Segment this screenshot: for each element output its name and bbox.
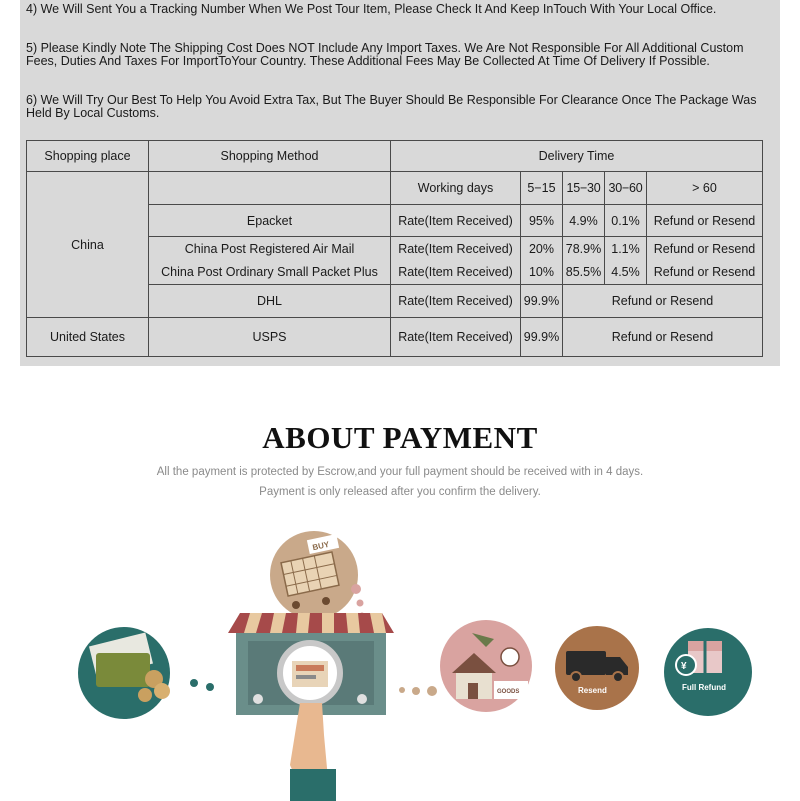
method-cell: USPS: [149, 318, 391, 357]
subheader-5-15: 5−15: [521, 172, 563, 205]
value-cell: 99.9%: [521, 285, 563, 318]
dot: [190, 679, 198, 687]
table-subheader-row: [27, 172, 763, 205]
method-cell: China Post Ordinary Small Packet Plus: [149, 261, 391, 285]
notice-import-taxes: 5) Please Kindly Note The Shipping Cost Does NOT Include Any Import Taxes. We Are Not Responsible For All Additional Custom Fees, Duties And Taxes For ImportToYour Country. These Additional Fees May Be Collected At Time Of Delivery If Possible.: [26, 41, 744, 68]
dot: [427, 686, 437, 696]
value-cell-merged: Refund or Resend: [563, 285, 763, 318]
payment-process-illustration: [0, 515, 800, 801]
table-header-row: [27, 141, 763, 172]
rate-cell: Rate(Item Received): [391, 205, 521, 237]
subheader-empty: [149, 172, 391, 205]
value-cell: 4.5%: [605, 261, 647, 285]
dot: [399, 687, 405, 693]
wallet-money-icon: [78, 627, 170, 719]
goods-label: GOODS: [497, 689, 520, 695]
subheader-over-60: > 60: [647, 172, 763, 205]
full-refund-label: Full Refund: [682, 683, 726, 692]
value-cell: 0.1%: [605, 205, 647, 237]
value-cell: 85.5%: [563, 261, 605, 285]
place-united-states: United States: [27, 318, 149, 357]
buy-label: BUY: [311, 539, 331, 553]
method-cell: Epacket: [149, 205, 391, 237]
payment-title: ABOUT PAYMENT: [262, 420, 538, 455]
value-cell: Refund or Resend: [647, 205, 763, 237]
dot: [206, 683, 214, 691]
value-cell-merged: Refund or Resend: [563, 318, 763, 357]
value-cell: 95%: [521, 205, 563, 237]
value-cell: 4.9%: [563, 205, 605, 237]
rate-cell: Rate(Item Received): [391, 261, 521, 285]
method-cell: China Post Registered Air Mail: [149, 237, 391, 261]
resend-truck-icon: [555, 626, 639, 710]
method-cell: DHL: [149, 285, 391, 318]
value-cell: Refund or Resend: [647, 261, 763, 285]
value-cell: 10%: [521, 261, 563, 285]
rate-cell: Rate(Item Received): [391, 237, 521, 261]
payment-subtitle-release: Payment is only released after you confirm the delivery.: [259, 486, 541, 498]
rate-cell: Rate(Item Received): [391, 285, 521, 318]
delivery-goods-icon: [440, 620, 532, 712]
rate-cell: Rate(Item Received): [391, 318, 521, 357]
notice-extra-tax: 6) We Will Try Our Best To Help You Avoid Extra Tax, But The Buyer Should Be Responsible For Clearance Once The Package Was Held By Local Customs.: [26, 93, 757, 120]
header-shopping-method: Shopping Method: [149, 141, 391, 172]
notice-tracking: 4) We Will Sent You a Tracking Number When We Post Tour Item, Please Check It And Keep InTouch With Your Local Office.: [26, 2, 717, 16]
yen-icon: ¥: [681, 661, 687, 672]
value-cell: 99.9%: [521, 318, 563, 357]
header-shopping-place: Shopping place: [27, 141, 149, 172]
payment-subtitle-escrow: All the payment is protected by Escrow,and your full payment should be received with in 4 days.: [156, 466, 644, 478]
dot: [412, 687, 420, 695]
value-cell: Refund or Resend: [647, 237, 763, 261]
place-china: China: [27, 172, 149, 318]
value-cell: 78.9%: [563, 237, 605, 261]
buy-cart-icon: [270, 531, 358, 619]
subheader-working-days: Working days: [391, 172, 521, 205]
storefront-icon: [228, 613, 394, 801]
shipping-time-table: [26, 140, 763, 357]
header-delivery-time: Delivery Time: [391, 141, 763, 172]
full-refund-icon: [664, 628, 752, 716]
subheader-30-60: 30−60: [605, 172, 647, 205]
value-cell: 1.1%: [605, 237, 647, 261]
value-cell: 20%: [521, 237, 563, 261]
resend-label: Resend: [578, 686, 607, 695]
dots-connector: [351, 584, 365, 618]
table-row: [27, 318, 763, 357]
subheader-15-30: 15−30: [563, 172, 605, 205]
